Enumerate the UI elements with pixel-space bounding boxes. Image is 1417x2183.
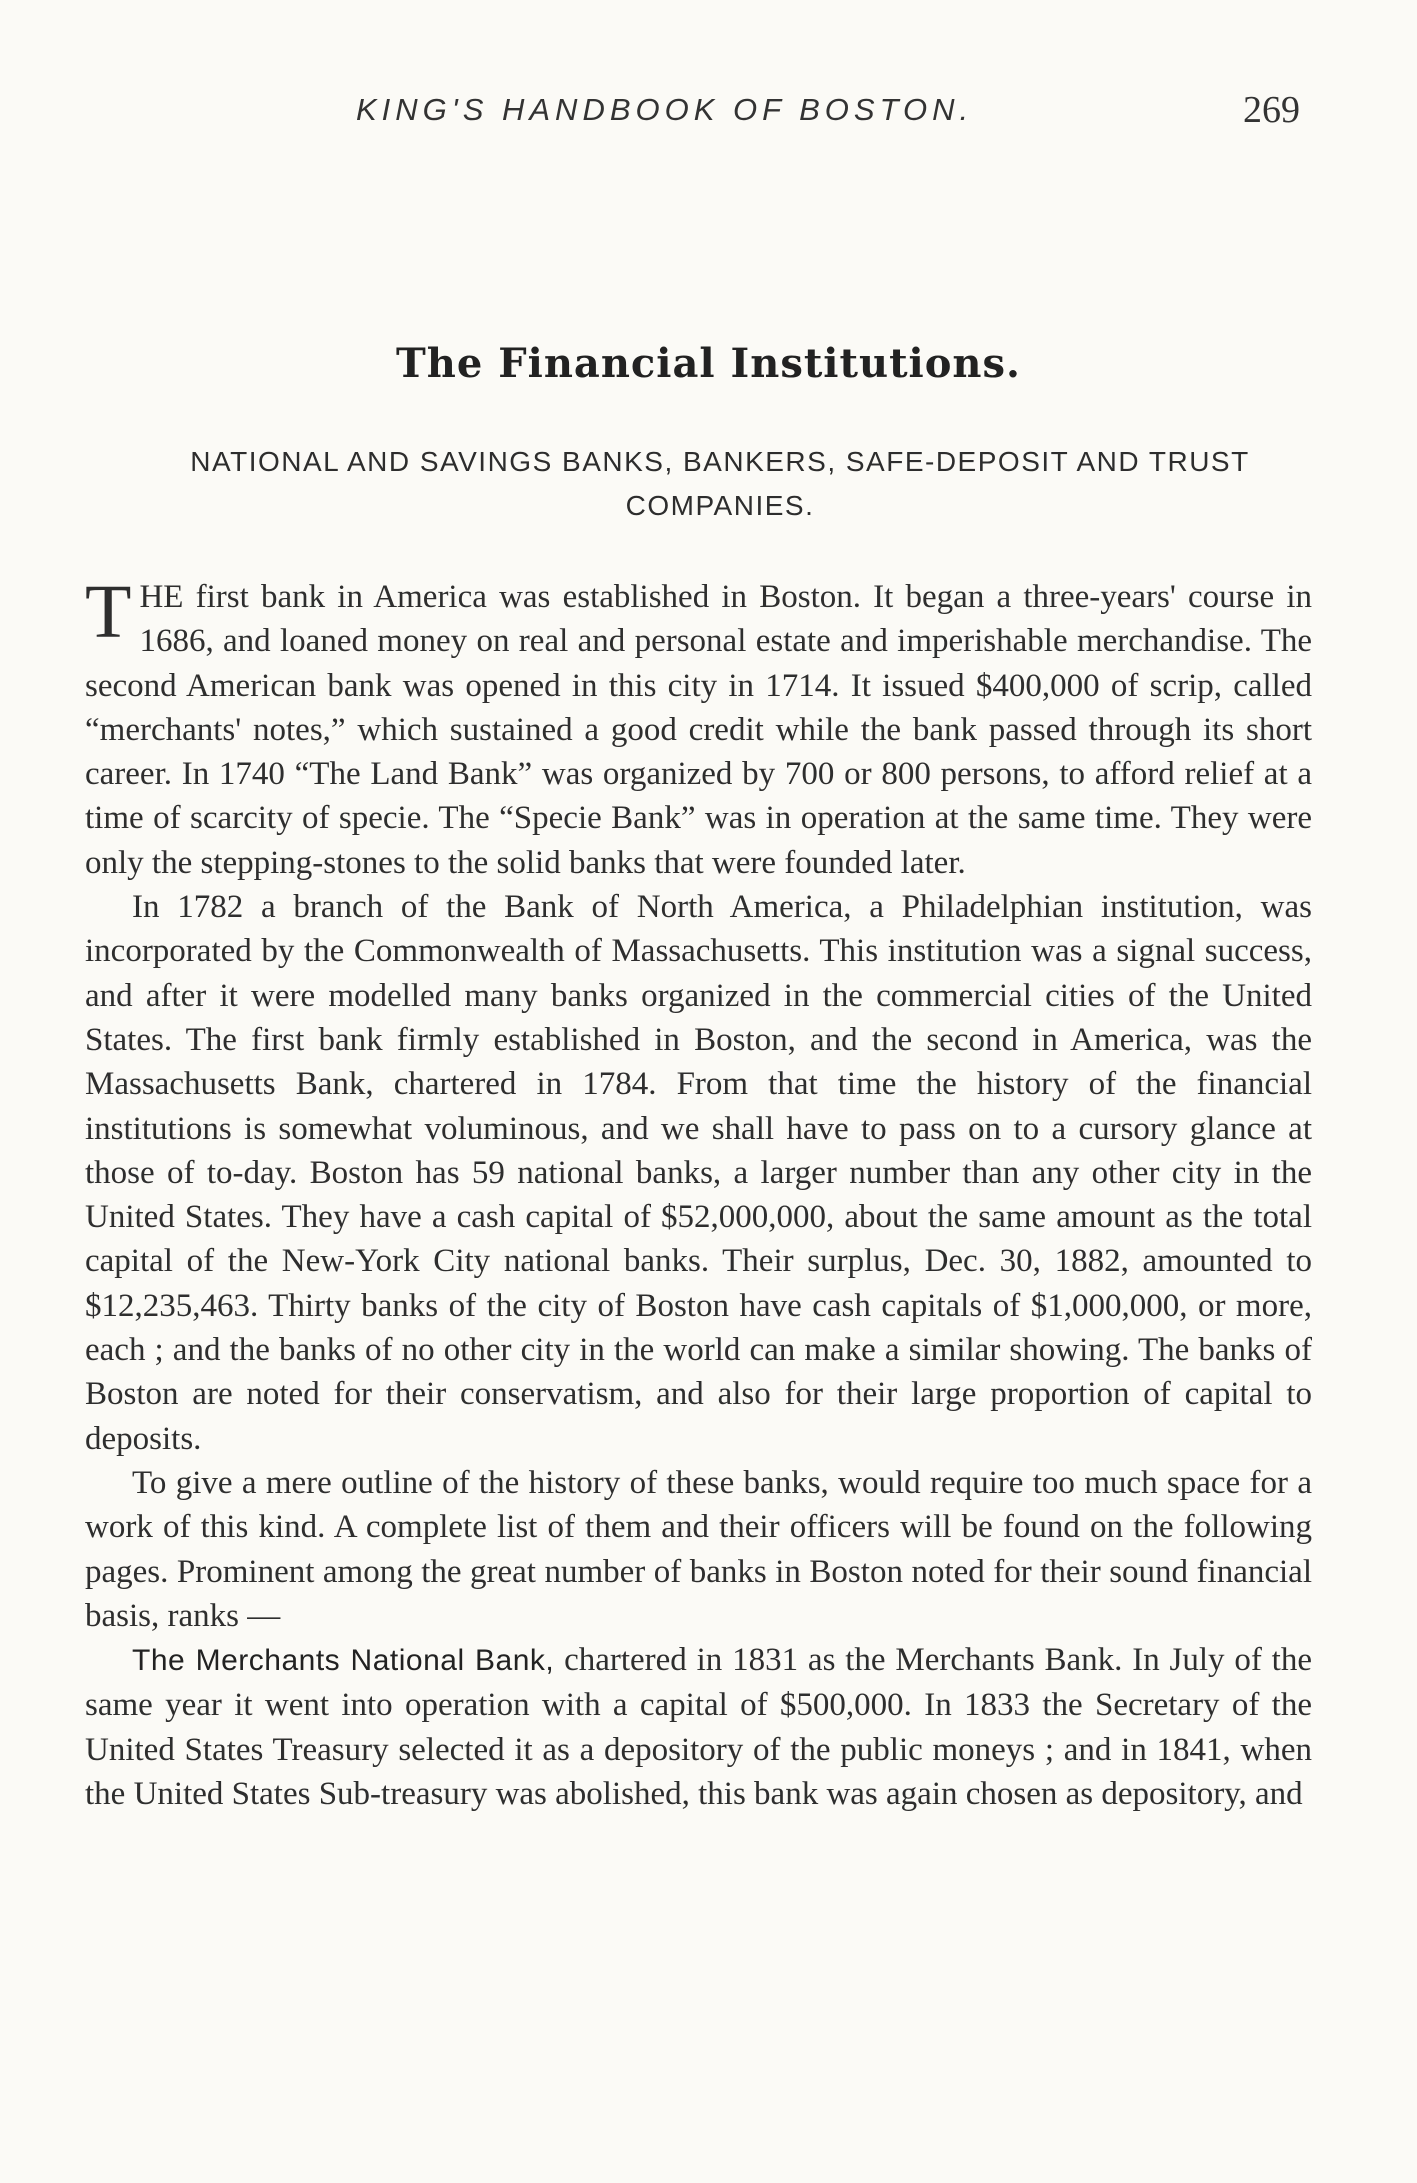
- running-title: KING'S HANDBOOK OF BOSTON.: [356, 92, 974, 127]
- paragraph-1: [85, 570, 1312, 885]
- body-text: [85, 570, 1312, 1816]
- drop-cap: T: [85, 570, 132, 654]
- section-title: The Financial Institutions.: [396, 340, 1021, 387]
- paragraph-4-text: chartered in 1831 as the Merchants Bank. In July of the same year it went into operation with a capital of $500,000. In 1833 the Secretary of the United States Treasury selected it as a depository of the public moneys ; and in 1841, when the United States Sub-treasury was abolished, this bank was again chosen as depository, and: [85, 1642, 1312, 1813]
- paragraph-1-text: HE first bank in America was established in Boston. It began a three-years' course in 1686, and loaned money on real and personal estate and imperishable merchandise. The second American bank was opened in this city in 1714. It issued $400,000 of scrip, called “merchants' notes,” which sustained a good credit while the bank passed through its short career. In 1740 “The Land Bank” was organized by 700 or 800 persons, to afford relief at a time of scarcity of specie. The “Specie Bank” was in operation at the same time. They were only the stepping-stones to the solid banks that were founded later.: [85, 579, 1312, 881]
- bank-name: The Merchants National Bank,: [132, 1644, 555, 1678]
- page-number: 269: [1243, 89, 1300, 131]
- paragraph-3: To give a mere outline of the history of these banks, would require too much space for a work of this kind. A complete list of them and their officers will be found on the following pages. Prominent among the great number of banks in Boston noted for their sound financial basis, ranks —: [85, 1464, 1312, 1634]
- running-head: [0, 89, 1417, 132]
- paragraph-2: In 1782 a branch of the Bank of North America, a Philadelphian institution, was incorporated by the Commonwealth of Massachusetts. This institution was a signal success, and after it were modelled many banks organized in the commercial cities of the United States. The first bank firmly established in Boston, and the second in America, was the Massachusetts Bank, chartered in 1784. From that time the history of the financial institutions is somewhat voluminous, and we shall have to pass on to a cursory glance at those of to-day. Boston has 59 national banks, a larger number than any other city in the United States. They have a cash capital of $52,000,000, about the same amount as the total capital of the New-York City national banks. Their surplus, Dec. 30, 1882, amounted to $12,235,463. Thirty banks of the city of Boston have cash capitals of $1,000,000, or more, each ; and the banks of no other city in the world can make a similar showing. The banks of Boston are noted for their conservatism, and also for their large proportion of capital to deposits.: [85, 889, 1312, 1457]
- paragraph-4: [85, 1638, 1312, 1816]
- section-subtitle: NATIONAL AND SAVINGS BANKS, BANKERS, SAFE-DEPOSIT AND TRUST COMPANIES.: [190, 446, 1250, 521]
